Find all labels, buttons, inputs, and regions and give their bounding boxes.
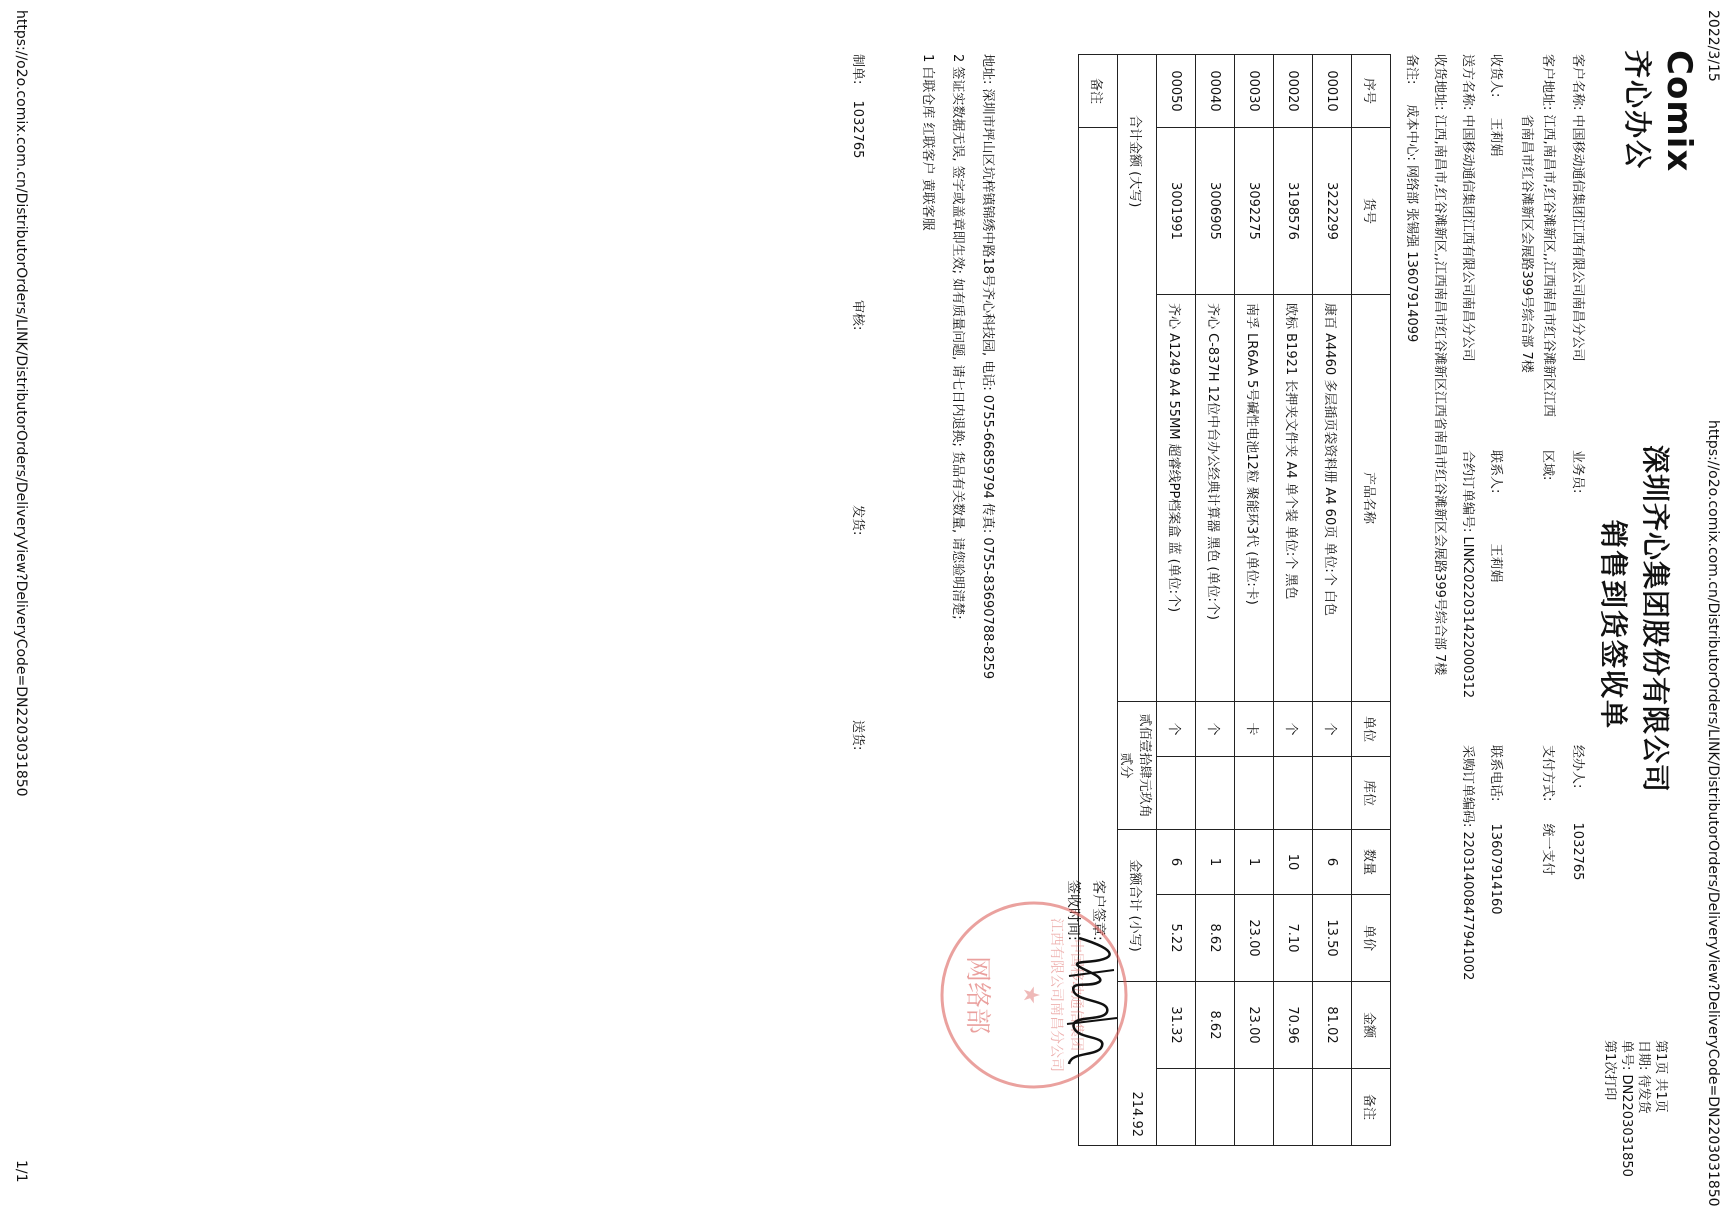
doc-meta xyxy=(1601,1040,1669,1177)
customer-address-row xyxy=(1515,54,1559,425)
row-location xyxy=(1235,757,1274,830)
table-row xyxy=(1274,55,1313,1146)
customer-address-label: 客户地址: xyxy=(1540,54,1555,111)
receiver-value: 王莉娟 xyxy=(1488,117,1503,157)
row-product-name: 齐心 C-837H 12位中台办公经典计算器 黑色 (单位:个) xyxy=(1196,295,1235,702)
row-product-name: 欧标 B1921 长押夹文件夹 A4 单个装 单位:个 黑色 xyxy=(1274,295,1313,702)
total-upper-value: 贰佰壹拾肆元玖角贰分 xyxy=(1118,702,1157,830)
customer-sign-label: 客户签章: xyxy=(1090,880,1106,941)
row-price: 8.62 xyxy=(1196,895,1235,982)
row-unit: 个 xyxy=(1313,702,1352,757)
row-code: 3198576 xyxy=(1274,128,1313,295)
svg-text:江西有限公司南昌分公司: 江西有限公司南昌分公司 xyxy=(1048,918,1064,1072)
maker-row xyxy=(850,54,869,158)
remark-value: 成本中心: 网络部 张锡强 13607914099 xyxy=(1404,104,1419,343)
company-name: 深圳齐心集团股份有限公司 xyxy=(1639,445,1672,794)
header-location: 库位 xyxy=(1352,757,1391,830)
remark-row xyxy=(1404,54,1423,342)
items-table-header xyxy=(1352,55,1391,1146)
table-row xyxy=(1313,55,1352,1146)
logo-cn-text: 齐心办公 xyxy=(1621,50,1654,171)
row-location xyxy=(1157,757,1196,830)
print-count: 第1次打印 xyxy=(1602,1040,1617,1101)
handler-value: 1032765 xyxy=(1570,822,1585,881)
row-price: 13.50 xyxy=(1313,895,1352,982)
contract-no-value: LINK2022031422000312 xyxy=(1460,536,1475,699)
contact-row xyxy=(1488,450,1507,583)
deliver-to-value: 中国移动通信集团江西有限公司南昌分公司 xyxy=(1460,114,1475,362)
row-price: 7.10 xyxy=(1274,895,1313,982)
total-lower-value: 214.92 xyxy=(1118,982,1157,1146)
header-seq: 序号 xyxy=(1352,55,1391,128)
row-qty: 1 xyxy=(1196,830,1235,895)
header-price: 单价 xyxy=(1352,895,1391,982)
row-product-name: 南孚 LR6AA 5号碱性电池12粒 聚能环3代 (单位:卡) xyxy=(1235,295,1274,702)
row-qty: 6 xyxy=(1313,830,1352,895)
table-row xyxy=(1196,55,1235,1146)
customer-name-label: 客户名称: xyxy=(1570,54,1585,111)
row-location xyxy=(1313,757,1352,830)
handler-label: 经办人: xyxy=(1570,745,1585,789)
row-qty: 6 xyxy=(1157,830,1196,895)
row-price: 23.00 xyxy=(1235,895,1274,982)
phone-row xyxy=(1488,745,1507,915)
row-code: 3222299 xyxy=(1313,128,1352,295)
payment-label: 支付方式: xyxy=(1540,745,1555,802)
table-row xyxy=(1157,55,1196,1146)
row-unit: 个 xyxy=(1196,702,1235,757)
svg-text:★: ★ xyxy=(1018,985,1043,1005)
row-note xyxy=(1157,1069,1196,1146)
row-code: 3001991 xyxy=(1157,128,1196,295)
receiver-label: 收货人: xyxy=(1488,54,1503,98)
page-info: 第1页 共1页 xyxy=(1653,1040,1668,1113)
header-unit: 单位 xyxy=(1352,702,1391,757)
row-note xyxy=(1313,1069,1352,1146)
handwritten-signature-icon xyxy=(1049,930,1129,1070)
deliver-to-row xyxy=(1460,54,1479,362)
row-note xyxy=(1235,1069,1274,1146)
row-qty: 1 xyxy=(1235,830,1274,895)
sign-time-label: 签收时间: xyxy=(1065,880,1081,941)
row-price: 5.22 xyxy=(1157,895,1196,982)
header-amount: 金额 xyxy=(1352,982,1391,1069)
customer-address-value: 江西,南昌市,红谷滩新区,,江西南昌市红谷滩新区江西省南昌市红谷滩新区会展路399号综合部 7楼 xyxy=(1519,114,1556,418)
order-number: 单号: DN2203031850 xyxy=(1619,1040,1634,1177)
phone-value: 13607914160 xyxy=(1488,823,1503,915)
customer-name-row xyxy=(1570,54,1589,362)
delivery-address-row xyxy=(1432,54,1451,675)
table-row xyxy=(1235,55,1274,1146)
row-location xyxy=(1196,757,1235,830)
row-unit: 个 xyxy=(1274,702,1313,757)
row-product-name: 齐心 A1249 A4 55MM 超睿线PP档案盒 蓝 (单位:个) xyxy=(1157,295,1196,702)
region-label: 区域: xyxy=(1540,450,1555,481)
row-seq: 00040 xyxy=(1196,55,1235,128)
purchase-no-label: 采购订单编码: xyxy=(1460,745,1475,828)
terms-note: 2 签证实数据无误, 签字或盖章即生效; 如有质量问题, 请七日内退换; 货品有关数量, 请您验明清楚; xyxy=(950,54,965,620)
row-amount: 23.00 xyxy=(1235,982,1274,1069)
row-amount: 81.02 xyxy=(1313,982,1352,1069)
payment-row xyxy=(1540,745,1559,876)
purchase-no-row xyxy=(1460,745,1479,980)
deliverer-label: 送货: xyxy=(850,720,865,751)
payment-value: 统一支付 xyxy=(1540,823,1555,876)
maker-id: 1032765 xyxy=(850,100,865,159)
row-amount: 8.62 xyxy=(1196,982,1235,1069)
header-qty: 数量 xyxy=(1352,830,1391,895)
header-code: 货号 xyxy=(1352,128,1391,295)
copies-note: 1 白联仓库 红联客户 黄联客服 xyxy=(920,54,935,231)
header-name: 产品名称 xyxy=(1352,295,1391,702)
row-code: 3092275 xyxy=(1235,128,1274,295)
region-row xyxy=(1540,450,1559,480)
purchase-no-value: 220314008477941002 xyxy=(1460,831,1475,981)
page-url-footer: https://o2o.comix.com.cn/DistributorOrders/LINK/DistributorOrders/DeliveryView?DeliveryCode=DN2203031850 xyxy=(13,10,29,797)
customer-name-value: 中国移动通信集团江西有限公司南昌分公司 xyxy=(1570,114,1585,362)
receiver-row xyxy=(1488,54,1507,157)
header-note: 备注 xyxy=(1352,1069,1391,1146)
maker-label: 制单: xyxy=(850,54,865,85)
row-note xyxy=(1196,1069,1235,1146)
salesperson-label: 业务员: xyxy=(1570,450,1585,494)
delivery-address-value: 江西,南昌市,红谷滩新区,,江西南昌市红谷滩新区江西省南昌市红谷滩新区会展路399号综合部 7楼 xyxy=(1432,114,1447,676)
row-seq: 00020 xyxy=(1274,55,1313,128)
stamp-text: 网络部 xyxy=(962,955,992,1035)
delivery-address-label: 收货地址: xyxy=(1432,54,1447,111)
remark-label: 备注: xyxy=(1404,54,1419,85)
contract-no-row xyxy=(1460,450,1479,698)
row-location xyxy=(1274,757,1313,830)
row-product-name: 康百 A4460 多层插页袋资料册 A4 60页 单位:个 白色 xyxy=(1313,295,1352,702)
shipper-label: 发货: xyxy=(850,505,865,536)
comix-logo xyxy=(1619,50,1699,172)
row-unit: 卡 xyxy=(1235,702,1274,757)
handler-row xyxy=(1570,745,1589,880)
phone-label: 联系电话: xyxy=(1488,745,1503,802)
table-remark-label: 备注 xyxy=(1079,55,1118,128)
row-seq: 00010 xyxy=(1313,55,1352,128)
row-seq: 00050 xyxy=(1157,55,1196,128)
print-date: 2022/3/15 xyxy=(1705,10,1721,82)
date-info: 日期: 待发货 xyxy=(1636,1040,1651,1114)
company-address: 地址: 深圳市坪山区坑梓镇锦绣中路18号齐心科技园, 电话: 0755-66859794 传真: 0755-83690788-8259 xyxy=(980,54,995,680)
deliver-to-label: 送方名称: xyxy=(1460,54,1475,111)
contact-value: 王莉娟 xyxy=(1488,543,1503,583)
row-seq: 00030 xyxy=(1235,55,1274,128)
logo-en-text: Comix xyxy=(1659,50,1699,173)
document-title: 销售到货签收单 xyxy=(1597,520,1630,731)
row-amount: 70.96 xyxy=(1274,982,1313,1069)
row-qty: 10 xyxy=(1274,830,1313,895)
row-note xyxy=(1274,1069,1313,1146)
row-unit: 个 xyxy=(1157,702,1196,757)
page-counter: 1/1 xyxy=(13,1160,29,1183)
contract-no-label: 合约订单编号: xyxy=(1460,450,1475,533)
total-upper-label: 合计金额 (大写) xyxy=(1118,55,1157,702)
row-amount: 31.32 xyxy=(1157,982,1196,1069)
page-url-header: https://o2o.comix.com.cn/DistributorOrders/LINK/DistributorOrders/DeliveryView?DeliveryCode=DN2203031850 xyxy=(1705,420,1721,1207)
svg-text:中国移动通信集团: 中国移动通信集团 xyxy=(1068,939,1084,1051)
total-lower-label: 金额合计 (小写) xyxy=(1118,830,1157,982)
reviewer-label: 审核: xyxy=(850,300,865,331)
row-code: 3006905 xyxy=(1196,128,1235,295)
salesperson-row xyxy=(1570,450,1589,493)
contact-label: 联系人: xyxy=(1488,450,1503,494)
